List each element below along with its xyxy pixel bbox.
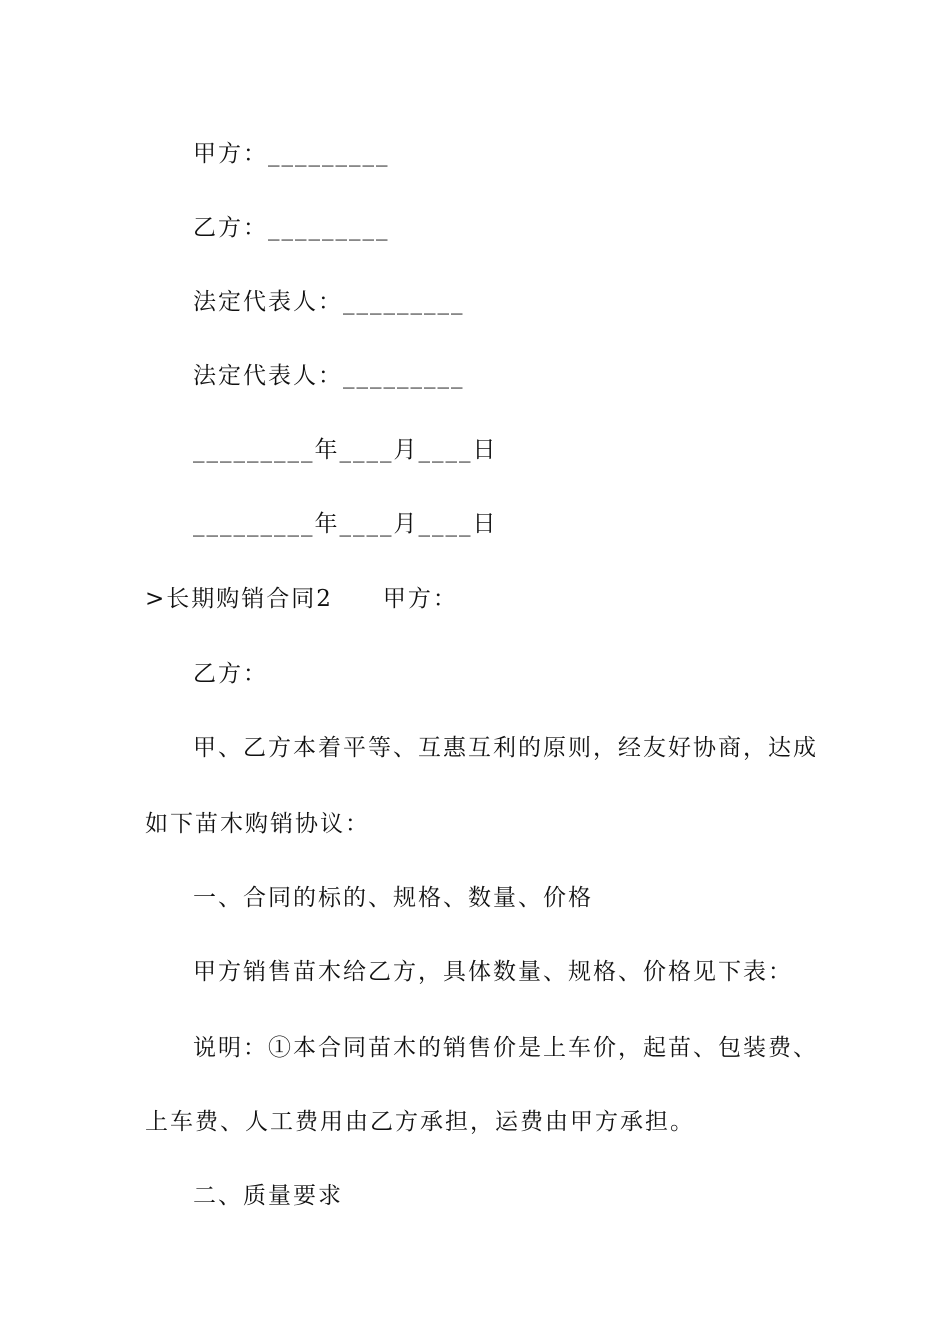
paragraph-line: 甲方销售苗木给乙方，具体数量、规格、价格见下表：: [193, 959, 793, 985]
party-b-line: 乙方：_________: [193, 215, 390, 241]
contract-heading-line: >长期购销合同2 甲方：: [145, 586, 458, 612]
paragraph-line: 如下苗木购销协议：: [145, 811, 370, 837]
paragraph-line: 说明：①本合同苗木的销售价是上车价，起苗、包装费、: [193, 1035, 818, 1061]
paragraph-line: 上车费、人工费用由乙方承担，运费由甲方承担。: [145, 1109, 695, 1135]
legal-representative-line: 法定代表人：_________: [193, 289, 465, 315]
date-line: _________年____月____日: [193, 437, 498, 463]
party-b-line: 乙方：: [193, 661, 268, 687]
date-line: _________年____月____日: [193, 511, 498, 537]
party-a-line: 甲方：_________: [193, 141, 390, 167]
legal-representative-line: 法定代表人：_________: [193, 363, 465, 389]
section-heading: 一、合同的标的、规格、数量、价格: [193, 885, 593, 911]
paragraph-line: 甲、乙方本着平等、互惠互利的原则，经友好协商，达成: [193, 735, 818, 761]
section-heading: 二、质量要求: [193, 1183, 343, 1209]
